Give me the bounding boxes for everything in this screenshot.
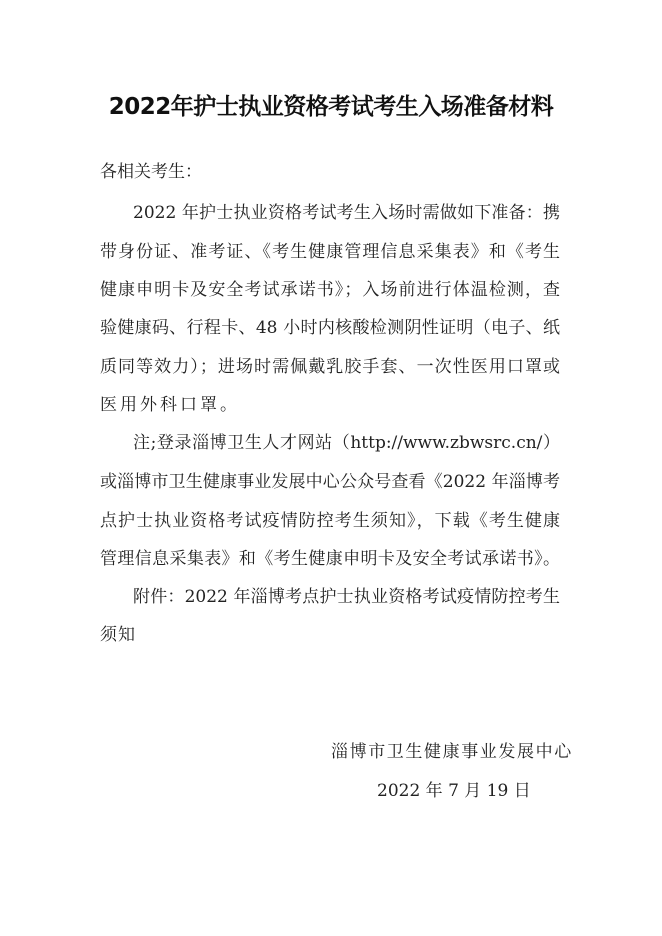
paragraph-line: 健康申明卡及安全考试承诺书》；入场前进行体温检测，查	[100, 280, 560, 300]
paragraph-line: 2022 年护士执业资格考试考生入场时需做如下准备：携	[133, 203, 560, 223]
paragraph-line: 质同等效力）；进场时需佩戴乳胶手套、一次性医用口罩或	[100, 357, 560, 377]
signature-date: 2022 年 7 月 19 日	[377, 781, 531, 801]
paragraph-line: 验健康码、行程卡、48 小时内核酸检测阴性证明（电子、纸	[100, 318, 560, 338]
paragraph-line: 注;登录淄博卫生人才网站（http://www.zbwsrc.cn/）	[133, 433, 560, 453]
salutation: 各相关考生：	[100, 162, 202, 182]
document-title: 2022年护士执业资格考试考生入场准备材料	[108, 94, 554, 120]
paragraph-line: 带身份证、准考证、《考生健康管理信息采集表》和《考生	[100, 242, 560, 262]
attachment-line: 附件：2022 年淄博考点护士执业资格考试疫情防控考生	[133, 587, 560, 607]
paragraph-line: 点护士执业资格考试疫情防控考生须知》，下载《考生健康	[100, 511, 560, 531]
attachment-line: 须知	[100, 625, 136, 645]
paragraph-line: 管理信息采集表》和《考生健康申明卡及安全考试承诺书》。	[100, 549, 560, 569]
paragraph-line: 或淄博市卫生健康事业发展中心公众号查看《2022 年淄博考	[100, 472, 560, 492]
signature-organization: 淄博市卫生健康事业发展中心	[331, 742, 573, 762]
paragraph-line: 医用外科口罩。	[100, 395, 240, 415]
